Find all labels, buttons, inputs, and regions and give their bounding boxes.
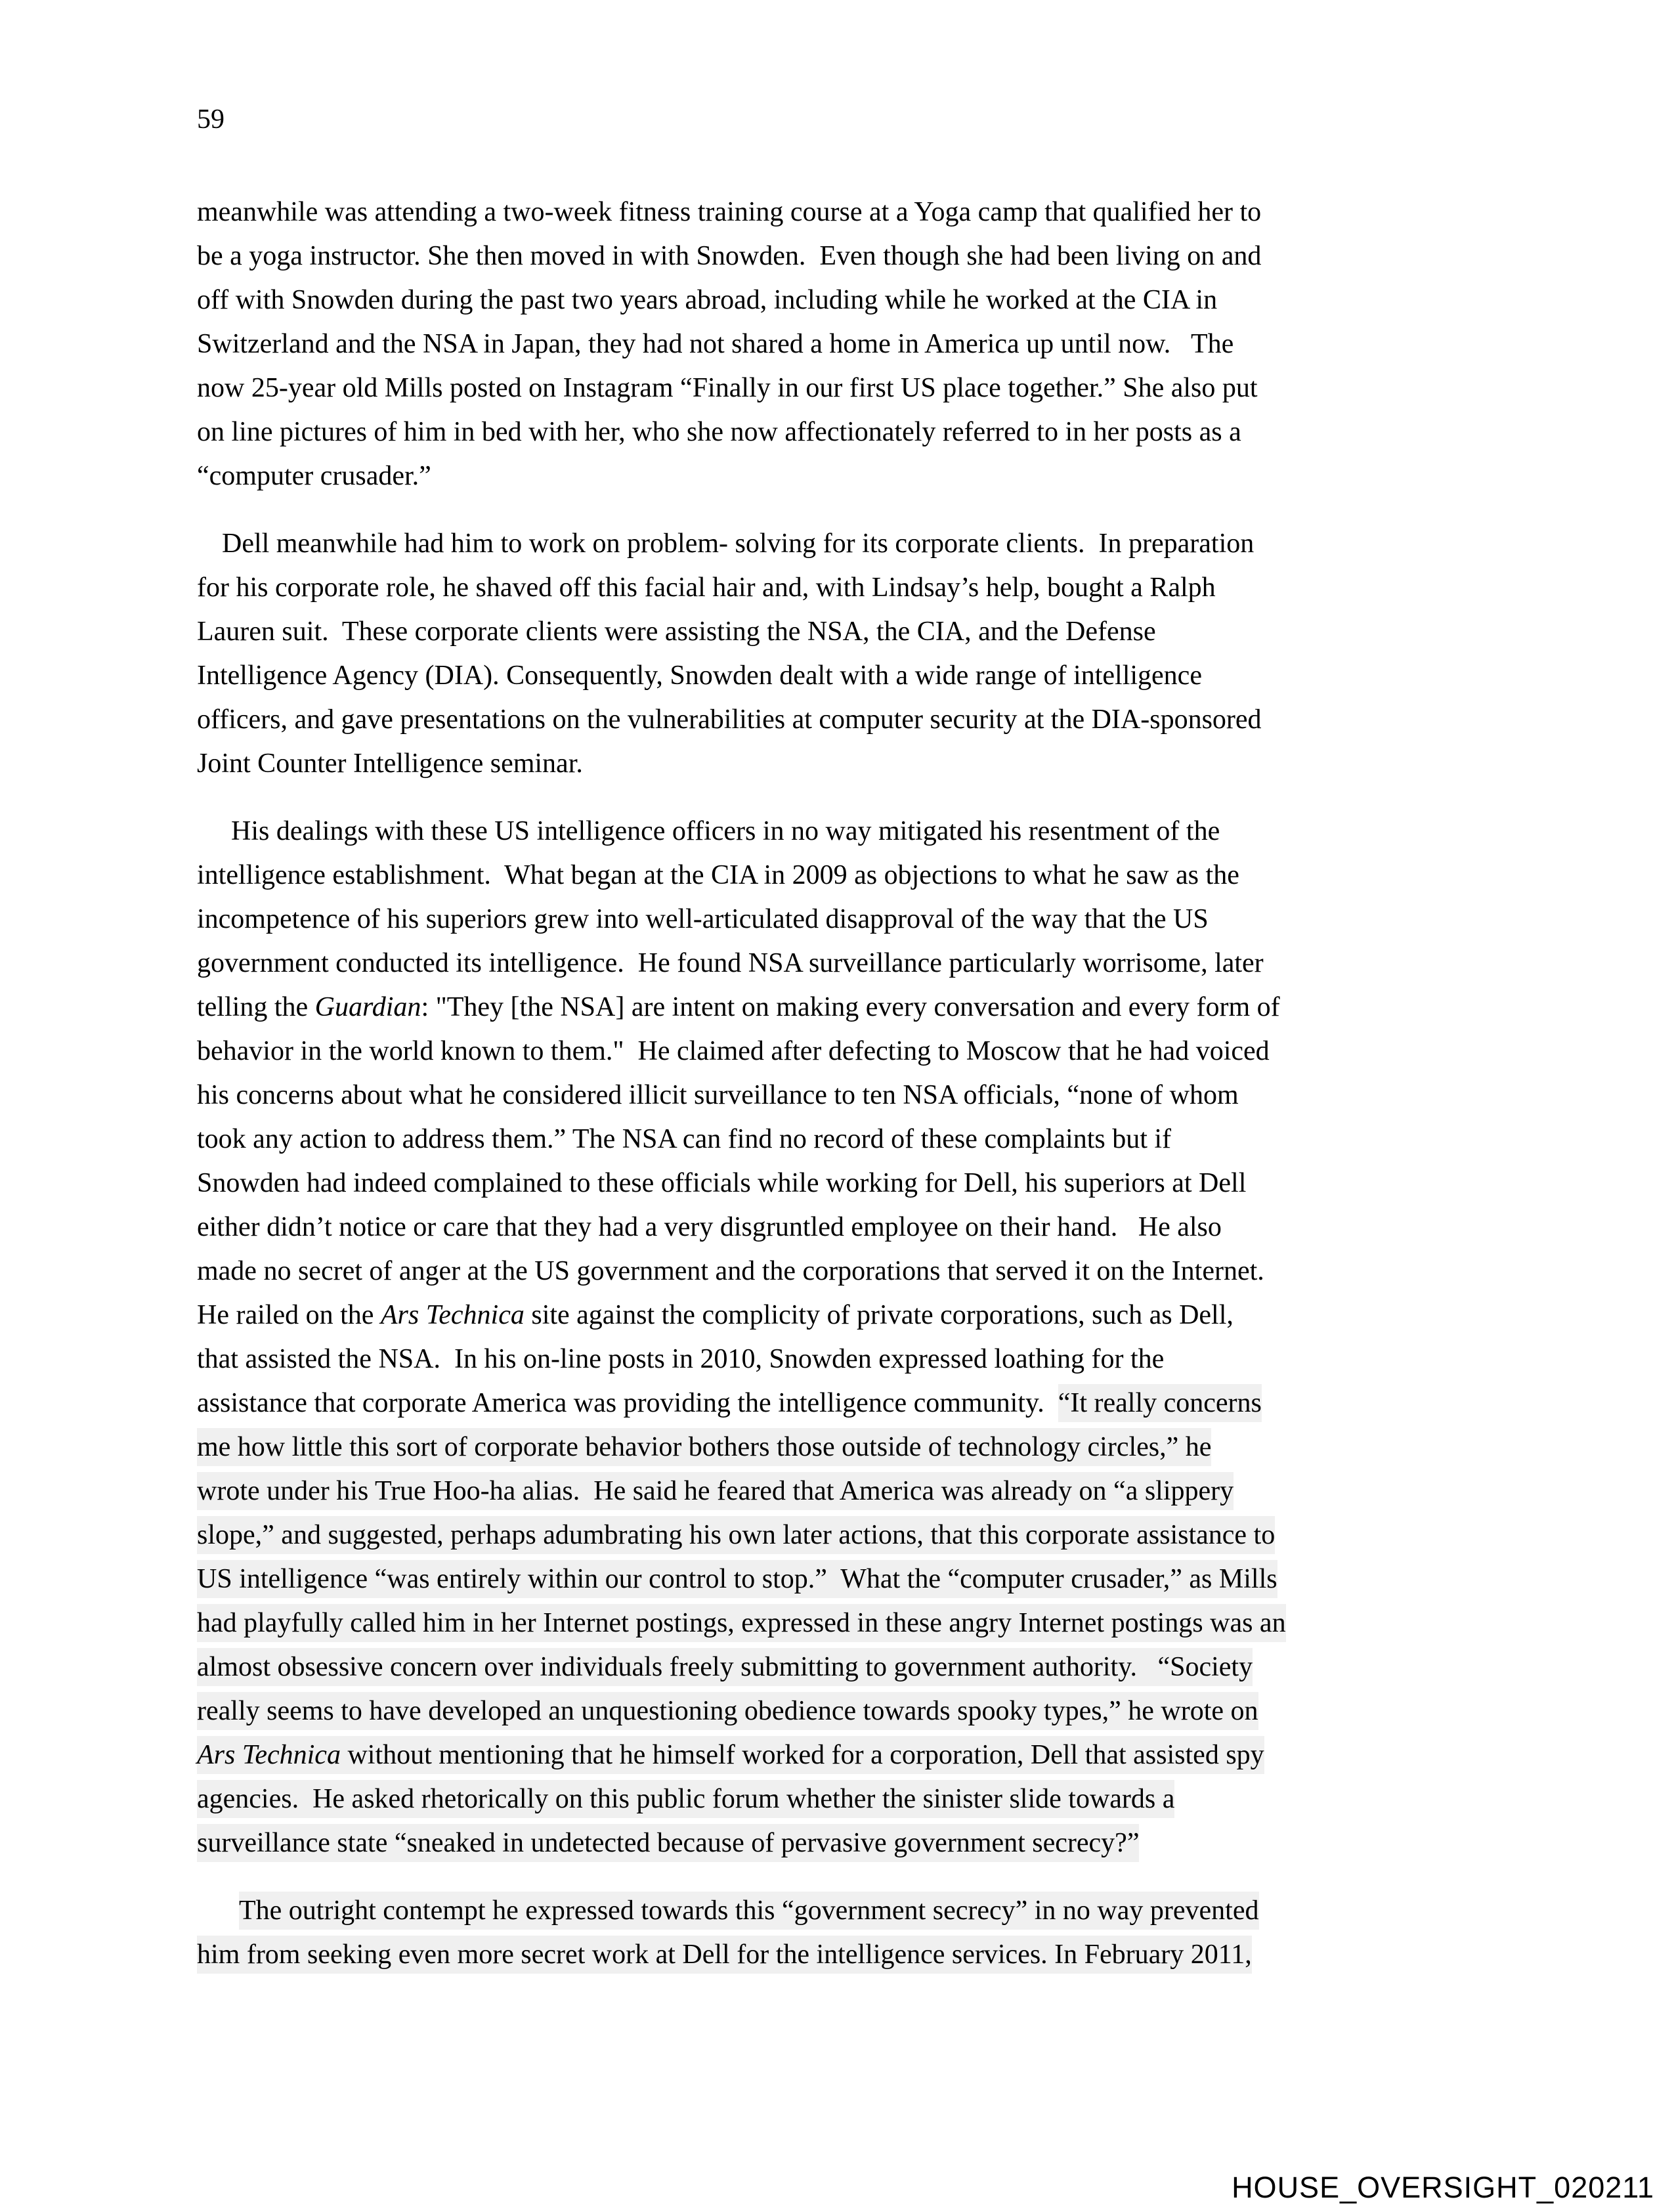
text-segment: took any action to address them.” The NSA can find no record of these complaints but if [197,1124,1172,1154]
text-segment: meanwhile was attending a two-week fitness training course at a Yoga camp that qualified her to [197,197,1262,227]
text-line [197,1073,1490,1117]
text-line [197,1889,1490,1933]
text-segment: Dell meanwhile had him to work on problem- solving for its corporate clients. In preparation [222,529,1255,559]
text-line [197,1293,1490,1337]
highlighted-text: him from seeking even more secret work at Dell for the intelligence services. In February 2011, [197,1936,1252,1974]
highlighted-text: slope,” and suggested, perhaps adumbrating his own later actions, that this corporate assistance to [197,1516,1275,1554]
text-line [197,1337,1490,1381]
text-line [197,1645,1490,1689]
text-segment: He railed on the [197,1300,381,1330]
text-segment: be a yoga instructor. She then moved in with Snowden. Even though she had been living on and [197,241,1262,271]
text-line [197,1469,1490,1513]
highlighted-text: US intelligence “was entirely within our control to stop.” What the “computer crusader,” as Mills [197,1560,1277,1598]
paragraph [197,190,1490,498]
paragraphs [197,190,1490,1977]
text-segment: now 25-year old Mills posted on Instagram “Finally in our first US place together.” She also put [197,373,1258,403]
text-segment: made no secret of anger at the US government and the corporations that served it on the Internet. [197,1256,1264,1286]
text-line [197,610,1490,654]
text-segment: Switzerland and the NSA in Japan, they had not shared a home in America up until now. The [197,329,1234,359]
text-line [197,366,1490,410]
highlighted-text: had playfully called him in her Internet postings, expressed in these angry Internet postings was an [197,1604,1286,1642]
publication-title: Ars Technica [380,1300,525,1330]
text-segment: government conducted its intelligence. He found NSA surveillance particularly worrisome, later [197,948,1264,978]
highlighted-text: agencies. He asked rhetorically on this public forum whether the sinister slide towards a [197,1780,1174,1818]
publication-title: Guardian [314,992,421,1022]
text-line [197,1117,1490,1161]
text-line [197,522,1490,566]
text-segment: telling the [197,992,315,1022]
text-segment: Joint Counter Intelligence seminar. [197,748,583,779]
text-line [197,1381,1490,1425]
highlighted-text: surveillance state “sneaked in undetected because of pervasive government secrecy?” [197,1824,1139,1862]
publication-title: Ars Technica [197,1736,341,1774]
text-line [197,742,1490,786]
text-segment: Snowden had indeed complained to these officials while working for Dell, his superiors at Dell [197,1168,1247,1198]
text-line [197,810,1490,854]
highlighted-text: The outright contempt he expressed towards this “government secrecy” in no way prevented [239,1892,1259,1930]
text-line [197,1733,1490,1777]
text-line [197,898,1490,942]
text-line [197,942,1490,986]
text-segment: either didn’t notice or care that they had a very disgruntled employee on their hand. He also [197,1212,1222,1242]
text-line [197,1821,1490,1865]
paragraph [197,1889,1490,1977]
text-segment: His dealings with these US intelligence officers in no way mitigated his resentment of the [231,816,1220,846]
text-segment: Intelligence Agency (DIA). Consequently, Snowden dealt with a wide range of intelligence [197,661,1202,691]
text-segment: site against the complicity of private corporations, such as Dell, [524,1300,1234,1330]
text-segment: that assisted the NSA. In his on-line posts in 2010, Snowden expressed loathing for the [197,1344,1165,1374]
text-line [197,410,1490,454]
text-segment: assistance that corporate America was providing the intelligence community. [197,1388,1058,1418]
text-segment: his concerns about what he considered illicit surveillance to ten NSA officials, “none of whom [197,1080,1239,1110]
text-segment: incompetence of his superiors grew into well-articulated disapproval of the way that the US [197,904,1209,934]
text-line [197,1425,1490,1469]
highlighted-text: me how little this sort of corporate behavior bothers those outside of technology circles,” he [197,1428,1211,1466]
text-segment: for his corporate role, he shaved off this facial hair and, with Lindsay’s help, bought a Ralph [197,573,1216,603]
text-line [197,654,1490,698]
text-segment: behavior in the world known to them." He claimed after defecting to Moscow that he had voiced [197,1036,1270,1066]
text-line [197,1933,1490,1977]
text-line [197,1777,1490,1821]
paragraph [197,522,1490,786]
text-line [197,1249,1490,1293]
text-line [197,1557,1490,1601]
text-line [197,986,1490,1030]
highlighted-text: almost obsessive concern over individuals freely submitting to government authority. “Society [197,1648,1253,1686]
text-line [197,854,1490,898]
bates-stamp: HOUSE_OVERSIGHT_020211 [1232,2171,1654,2204]
text-segment: Lauren suit. These corporate clients were assisting the NSA, the CIA, and the Defense [197,617,1156,647]
highlighted-text: “It really concerns [1058,1384,1262,1422]
text-segment: “computer crusader.” [197,461,431,491]
text-line [197,1205,1490,1249]
text-segment: intelligence establishment. What began at the CIA in 2009 as objections to what he saw as the [197,860,1239,890]
text-line [197,278,1490,322]
paragraph [197,810,1490,1865]
text-line [197,1161,1490,1205]
page-number: 59 [197,104,225,135]
text-line [197,234,1490,278]
text-line [197,1601,1490,1645]
text-line [197,1689,1490,1733]
text-segment: off with Snowden during the past two years abroad, including while he worked at the CIA in [197,285,1218,315]
highlighted-text: wrote under his True Hoo-ha alias. He said he feared that America was already on “a slippery [197,1472,1234,1510]
text-line [197,1513,1490,1557]
text-segment: on line pictures of him in bed with her, who she now affectionately referred to in her posts as a [197,417,1241,447]
text-line [197,322,1490,366]
text-segment: : "They [the NSA] are intent on making every conversation and every form of [421,992,1280,1022]
text-line [197,566,1490,610]
highlighted-text: really seems to have developed an unquestioning obedience towards spooky types,” he wrote on [197,1692,1258,1730]
text-segment: officers, and gave presentations on the vulnerabilities at computer security at the DIA-sponsored [197,705,1262,735]
text-line [197,698,1490,742]
highlighted-text: without mentioning that he himself worked for a corporation, Dell that assisted spy [341,1736,1264,1774]
text-line [197,1030,1490,1073]
text-line [197,454,1490,498]
document-body [197,190,1490,2001]
text-line [197,190,1490,234]
